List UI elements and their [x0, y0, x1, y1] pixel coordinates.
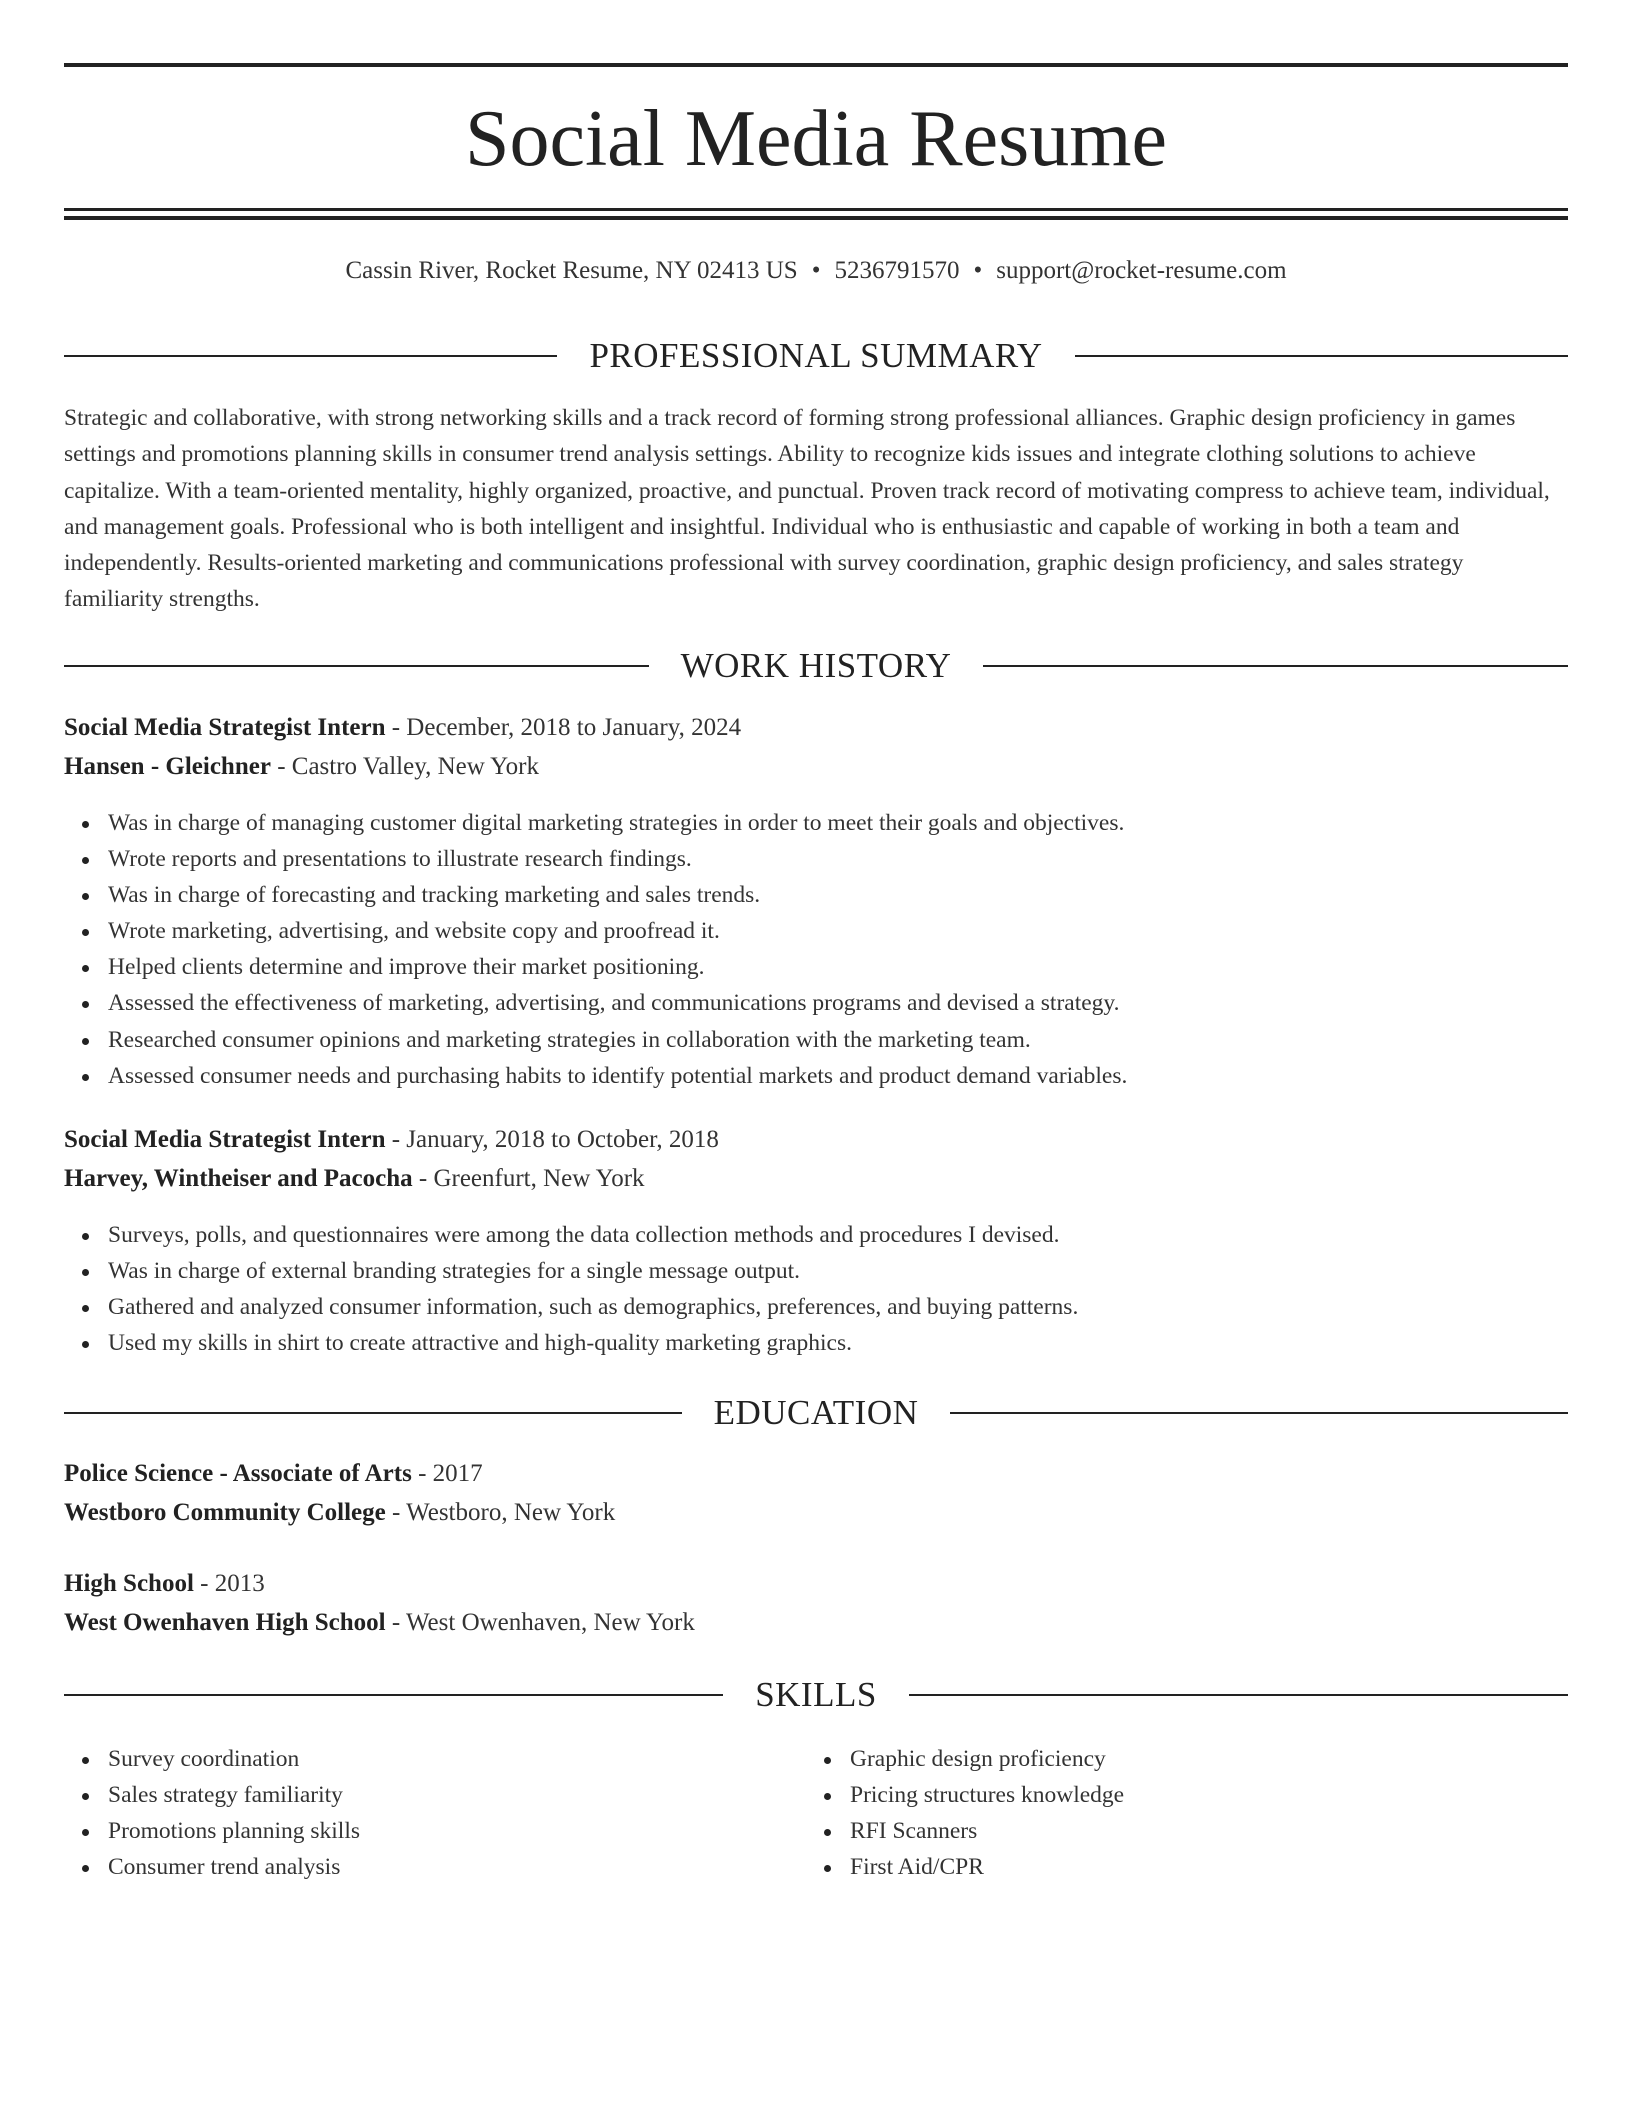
skills-list-right	[806, 1741, 1124, 1885]
degree-line	[64, 1455, 1568, 1494]
job-dates: - January, 2018 to October, 2018	[385, 1126, 719, 1153]
top-rule	[64, 63, 1568, 67]
degree: Police Science - Associate of Arts	[64, 1460, 412, 1487]
section-heading-work	[64, 645, 1568, 687]
section-rule	[64, 1694, 723, 1696]
school: Westboro Community College	[64, 1498, 386, 1526]
section-rule	[64, 665, 649, 667]
list-item: Was in charge of external branding strategies for a single message output.	[108, 1253, 1568, 1289]
section-rule	[64, 1412, 682, 1414]
section-title: PROFESSIONAL SUMMARY	[589, 336, 1043, 375]
contact-separator: •	[811, 257, 821, 284]
job-title-line	[64, 709, 1568, 748]
section-heading-summary	[64, 335, 1568, 377]
school-line	[64, 1494, 1568, 1533]
skill-item: Graphic design proficiency	[850, 1741, 1124, 1777]
section-rule	[950, 1412, 1568, 1414]
list-item: Wrote marketing, advertising, and website copy and proofread it.	[108, 913, 1568, 949]
degree-year: - 2013	[193, 1570, 265, 1597]
list-item: Assessed the effectiveness of marketing, advertising, and communications programs and devised a strategy.	[108, 985, 1568, 1021]
skill-item: RFI Scanners	[850, 1813, 1124, 1849]
school-location: - West Owenhaven, New York	[385, 1608, 695, 1636]
job-title: Social Media Strategist Intern	[64, 1126, 386, 1153]
list-item: Used my skills in shirt to create attractive and high-quality marketing graphics.	[108, 1325, 1568, 1361]
school-line	[64, 1604, 1568, 1643]
contact-email: support@rocket-resume.com	[996, 257, 1287, 284]
section-rule	[983, 665, 1568, 667]
section-title: WORK HISTORY	[680, 646, 952, 685]
list-item: Assessed consumer needs and purchasing habits to identify potential markets and product demand variables.	[108, 1058, 1568, 1094]
job-company: Harvey, Wintheiser and Pacocha	[64, 1164, 413, 1192]
education-entry	[64, 1565, 1568, 1642]
skill-item: Pricing structures knowledge	[850, 1777, 1124, 1813]
degree-line	[64, 1565, 1568, 1604]
list-item: Surveys, polls, and questionnaires were among the data collection methods and procedures I devised.	[108, 1217, 1568, 1253]
contact-address: Cassin River, Rocket Resume, NY 02413 US	[345, 257, 798, 284]
title-rule-upper	[64, 208, 1568, 211]
job-company: Hansen - Gleichner	[64, 752, 271, 780]
job-entry	[64, 1121, 1568, 1198]
education-entry	[64, 1455, 1568, 1532]
job-entry	[64, 709, 1568, 786]
list-item: Was in charge of forecasting and tracking marketing and sales trends.	[108, 877, 1568, 913]
contact-line	[64, 254, 1568, 288]
professional-summary: Strategic and collaborative, with strong networking skills and a track record of forming strong professional alliances. Graphic design proficiency in games settings and promotions planning skills in consumer trend analysis settings. Ability to recognize kids issues and integrate clothing solutions to achieve capitalize. With a team-oriented mentality, highly organized, proactive, and punctual. Proven track record of motivating compress to achieve team, individual, and management goals. Professional who is both intelligent and insightful. Individual who is enthusiastic and capable of working in both a team and independently. Results-oriented marketing and communications professional with survey coordination, graphic design proficiency, and sales strategy familiarity strengths.	[64, 405, 1550, 613]
title-rule-lower	[64, 216, 1568, 220]
list-item: Gathered and analyzed consumer information, such as demographics, preferences, and buying patterns.	[108, 1289, 1568, 1325]
job-dates: - December, 2018 to January, 2024	[385, 714, 742, 741]
job-location: - Castro Valley, New York	[270, 752, 539, 780]
degree-year: - 2017	[411, 1460, 483, 1487]
section-title: EDUCATION	[713, 1393, 919, 1432]
skill-item: Survey coordination	[108, 1741, 360, 1777]
school: West Owenhaven High School	[64, 1608, 386, 1636]
list-item: Researched consumer opinions and marketing strategies in collaboration with the marketing team.	[108, 1022, 1568, 1058]
job-title: Social Media Strategist Intern	[64, 714, 386, 741]
job-title-line	[64, 1121, 1568, 1160]
skills-list-left	[64, 1741, 360, 1885]
list-item: Helped clients determine and improve their market positioning.	[108, 949, 1568, 985]
resume-title: Social Media Resume	[464, 95, 1168, 183]
job-duties	[64, 805, 1568, 1094]
section-heading-education	[64, 1392, 1568, 1434]
section-heading-skills	[64, 1674, 1568, 1716]
contact-phone: 5236791570	[834, 257, 960, 284]
job-company-line	[64, 748, 1568, 787]
section-rule	[1075, 355, 1568, 357]
job-company-line	[64, 1160, 1568, 1199]
section-rule	[64, 355, 557, 357]
contact-separator: •	[973, 257, 983, 284]
list-item: Was in charge of managing customer digital marketing strategies in order to meet their goals and objectives.	[108, 805, 1568, 841]
job-duties	[64, 1217, 1568, 1361]
list-item: Wrote reports and presentations to illustrate research findings.	[108, 841, 1568, 877]
skill-item: Promotions planning skills	[108, 1813, 360, 1849]
skill-item: First Aid/CPR	[850, 1849, 1124, 1885]
skill-item: Sales strategy familiarity	[108, 1777, 360, 1813]
degree: High School	[64, 1570, 194, 1597]
section-title: SKILLS	[755, 1675, 877, 1714]
section-rule	[909, 1694, 1568, 1696]
job-location: - Greenfurt, New York	[412, 1164, 645, 1192]
school-location: - Westboro, New York	[385, 1498, 616, 1526]
skill-item: Consumer trend analysis	[108, 1849, 360, 1885]
